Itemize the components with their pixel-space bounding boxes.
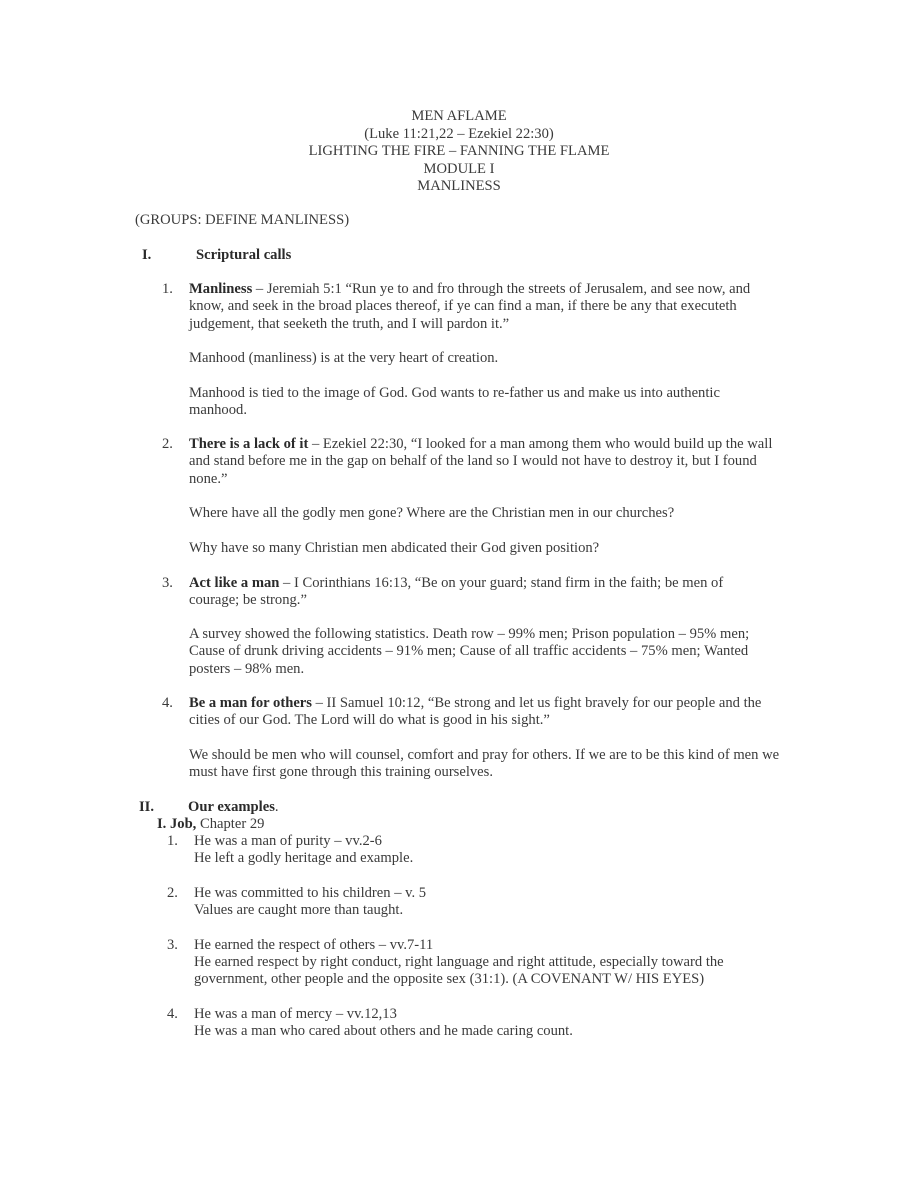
job-item-1-line-1: He was a man of purity – vv.2-6 (194, 833, 382, 849)
title-subtitle: LIGHTING THE FIRE – FANNING THE FLAME (308, 143, 610, 159)
item-2-text: There is a lack of it – Ezekiel 22:30, “I looked for a man among them who would build up the wall and stand before me in the gap on behalf of the land so I would not have to destroy it, but I found none.” (189, 436, 773, 487)
item-3-text: Act like a man – I Corinthians 16:13, “Be on your guard; stand firm in the faith; be men of courage; be strong.” (189, 575, 724, 609)
item-3-number: 3. (162, 575, 173, 591)
item-1-text: Manliness – Jeremiah 5:1 “Run ye to and fro through the streets of Jerusalem, and see now, and know, and seek in the broad places thereof, if ye can find a man, if there be any that executeth judgement, that seeketh the truth, and I will pardon it.” (189, 281, 751, 332)
job-item-4-line-2: He was a man who cared about others and he made caring count. (194, 1023, 573, 1039)
item-4-text: Be a man for others – II Samuel 10:12, “Be strong and let us fight bravely for our people and the cities of our God. The Lord will do what is good in his sight.” (189, 695, 762, 729)
job-item-2-number: 2. (167, 885, 178, 901)
job-subheading: I. Job, Chapter 29 (157, 816, 265, 832)
job-item-2-line-2: Values are caught more than taught. (194, 902, 404, 918)
section-2-numeral: II. (139, 799, 155, 815)
item-3-para-1: A survey showed the following statistics. Death row – 99% men; Prison population – 95% men; Cause of drunk driving accidents – 91% men; Cause of all traffic accidents – 75% men; Wanted posters – 98% men. (189, 626, 750, 677)
section-1-numeral: I. (142, 247, 152, 263)
section-1-heading: Scriptural calls (196, 247, 292, 263)
item-4-number: 4. (162, 695, 173, 711)
section-2-heading: Our examples. (188, 799, 279, 815)
item-2-para-1: Where have all the godly men gone? Where are the Christian men in our churches? (189, 505, 675, 521)
job-item-1-number: 1. (167, 833, 178, 849)
title-topic: MANLINESS (417, 178, 501, 194)
item-2-number: 2. (162, 436, 173, 452)
job-item-4-line-1: He was a man of mercy – vv.12,13 (194, 1006, 397, 1022)
job-item-4-number: 4. (167, 1006, 178, 1022)
job-item-3-number: 3. (167, 937, 178, 953)
job-item-3-line-2: He earned respect by right conduct, right language and right attitude, especially toward the government, other people and the opposite sex (31:1). (A COVENANT W/ HIS EYES) (194, 954, 724, 988)
item-4-para-1: We should be men who will counsel, comfort and pray for others. If we are to be this kind of men we must have first gone through this training ourselves. (189, 747, 780, 781)
job-item-1-line-2: He left a godly heritage and example. (194, 850, 414, 866)
item-1-para-1: Manhood (manliness) is at the very heart of creation. (189, 350, 499, 366)
title-block (0, 108, 918, 196)
item-2-para-2: Why have so many Christian men abdicated their God given position? (189, 540, 600, 556)
item-1-para-2: Manhood is tied to the image of God. God wants to re-father us and make us into authentic manhood. (189, 385, 720, 419)
groups-note: (GROUPS: DEFINE MANLINESS) (135, 212, 350, 228)
title-men-aflame: MEN AFLAME (411, 108, 507, 124)
job-item-3-line-1: He earned the respect of others – vv.7-11 (194, 937, 434, 953)
title-module: MODULE I (423, 160, 495, 177)
job-item-2-line-1: He was committed to his children – v. 5 (194, 885, 427, 901)
title-scripture-reference: (Luke 11:21,22 – Ezekiel 22:30) (364, 125, 554, 142)
item-1-number: 1. (162, 281, 173, 297)
